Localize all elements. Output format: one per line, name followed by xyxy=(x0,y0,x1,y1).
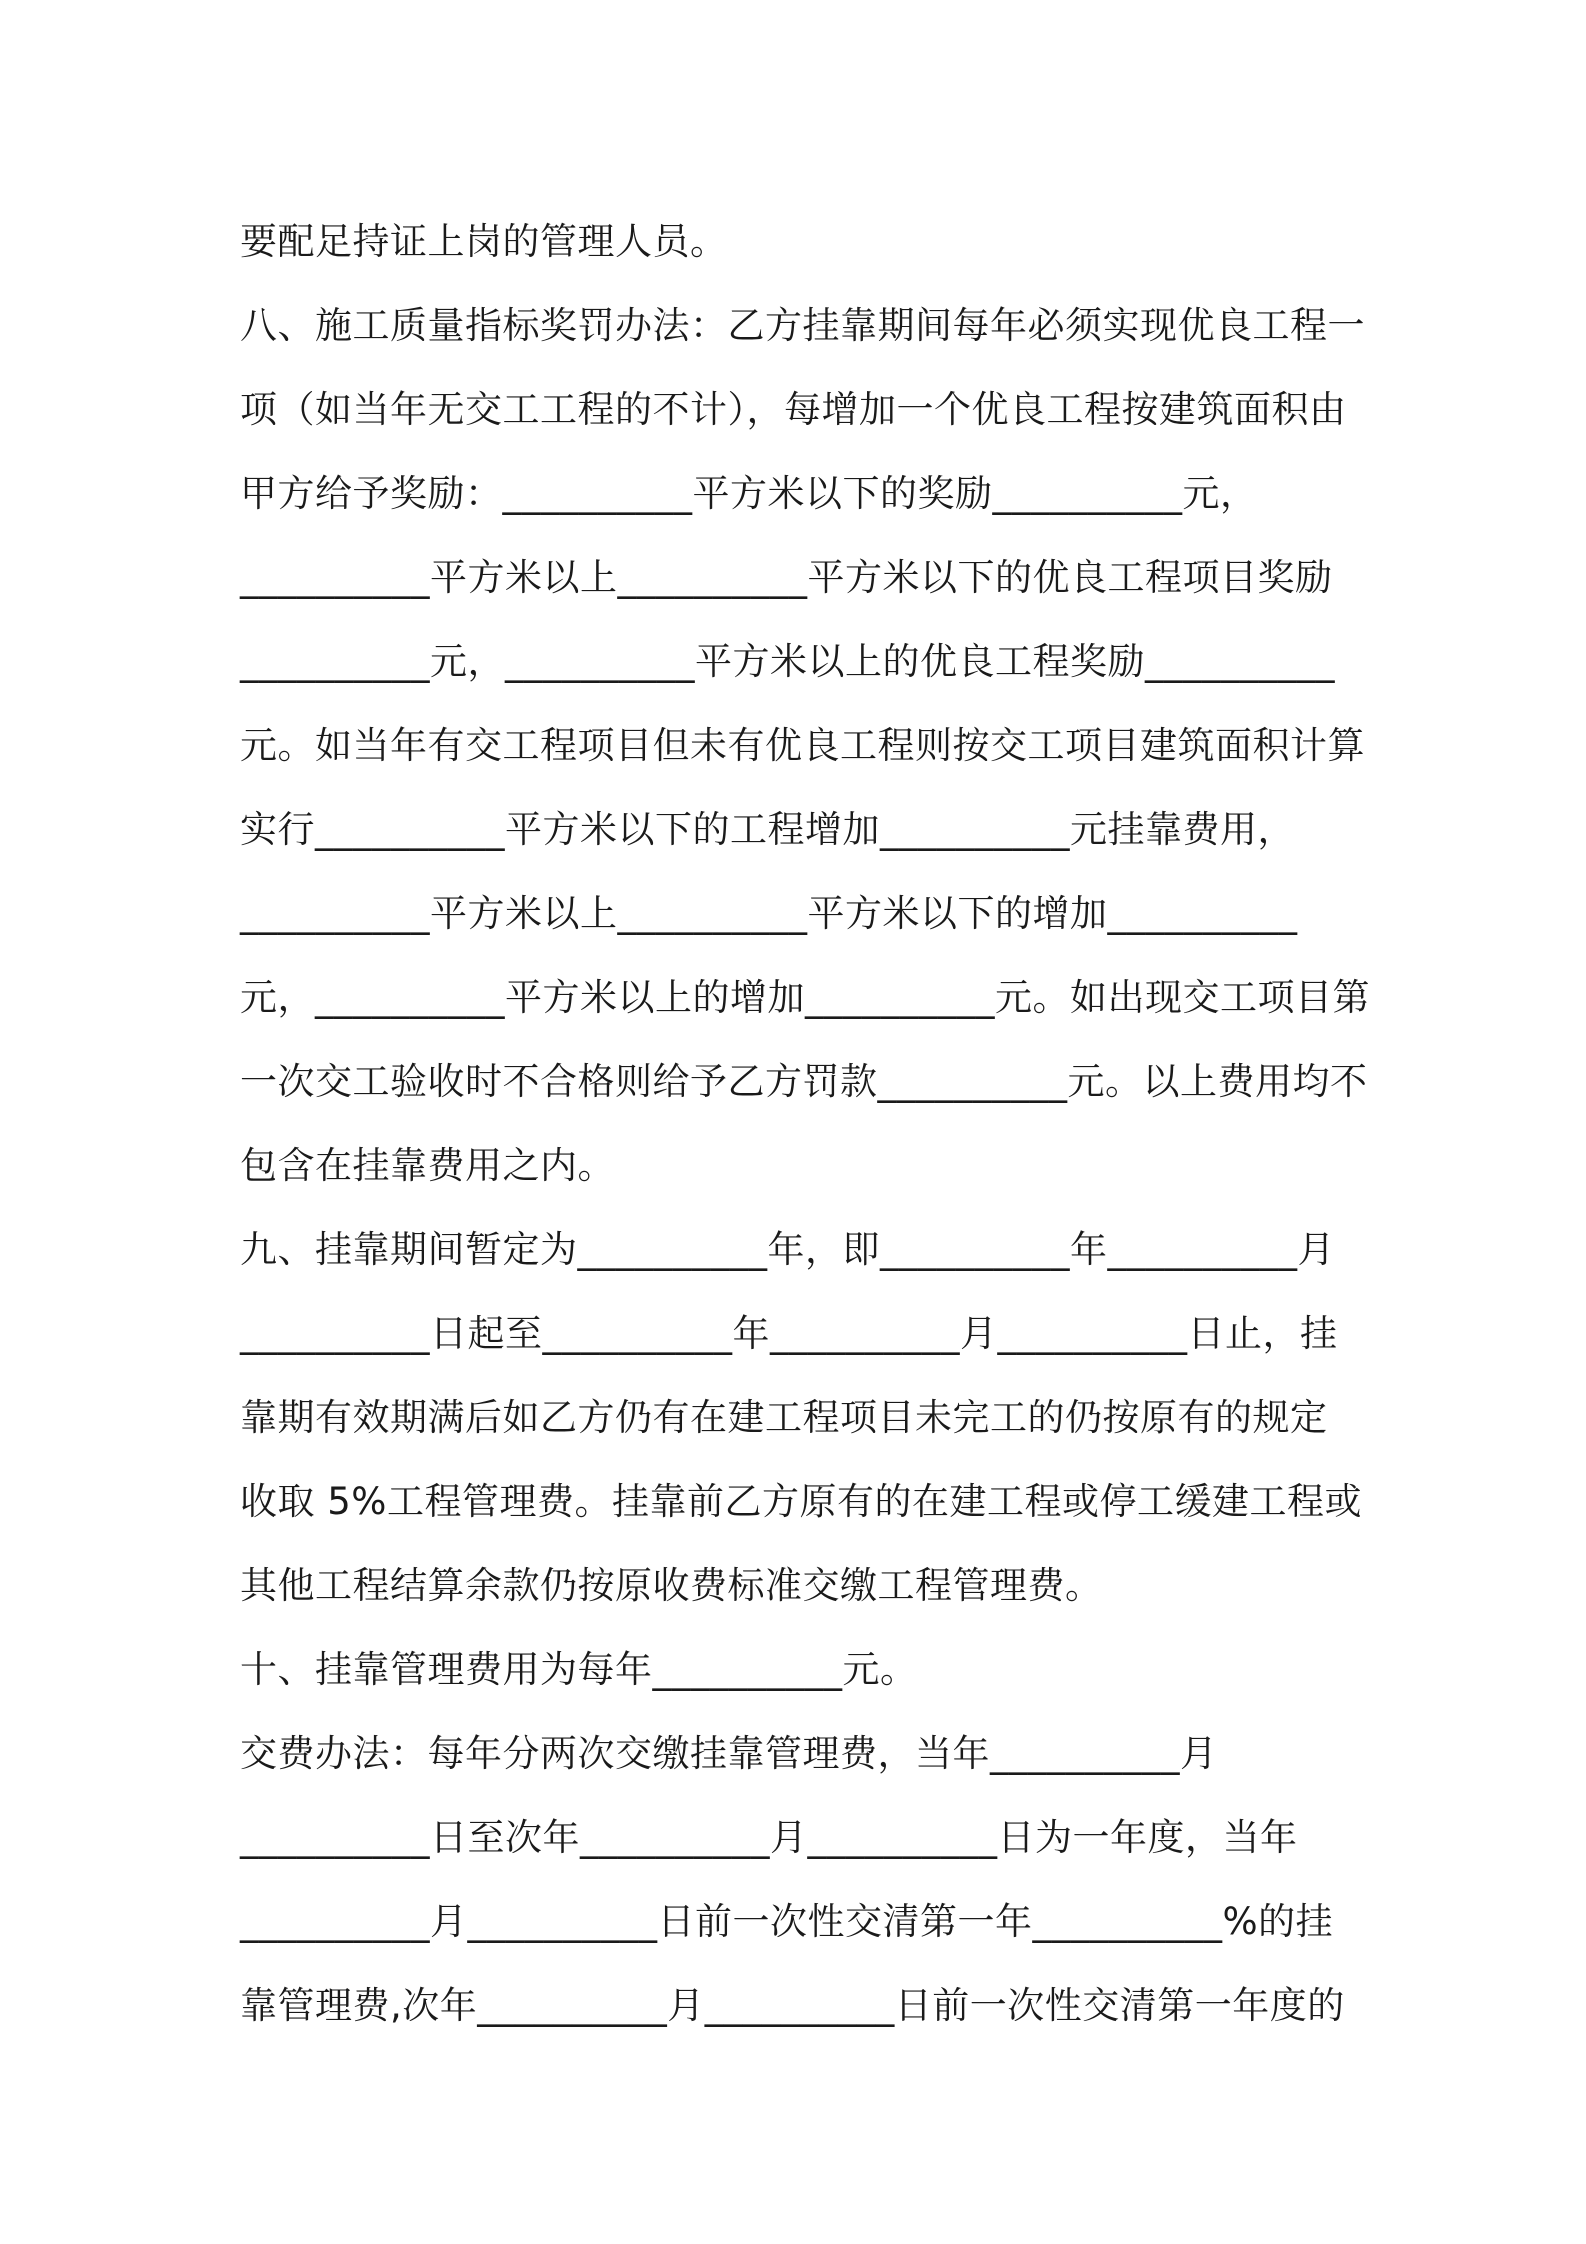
document-page xyxy=(240,200,1370,2048)
text-line: 九、挂靠期间暂定为__________年，即__________年__________月 xyxy=(240,1228,1335,1271)
text-line: 元，__________平方米以上的增加__________元。如出现交工项目第 xyxy=(240,976,1370,1019)
text-line: 其他工程结算余款仍按原收费标准交缴工程管理费。 xyxy=(240,1564,1103,1607)
text-line: __________日至次年__________月__________日为一年度，当年 xyxy=(240,1816,1298,1859)
text-line: __________月__________日前一次性交清第一年__________%的挂 xyxy=(240,1900,1334,1943)
text-line: 包含在挂靠费用之内。 xyxy=(240,1144,615,1187)
text-line: 八、施工质量指标奖罚办法：乙方挂靠期间每年必须实现优良工程一 xyxy=(240,304,1365,347)
text-line: __________日起至__________年__________月__________日止，挂 xyxy=(240,1312,1338,1355)
text-line: 收取 5%工程管理费。挂靠前乙方原有的在建工程或停工缓建工程或 xyxy=(240,1480,1362,1523)
text-line: __________平方米以上__________平方米以下的优良工程项目奖励 xyxy=(240,556,1333,599)
text-line: 要配足持证上岗的管理人员。 xyxy=(240,220,728,263)
text-line: 靠期有效期满后如乙方仍有在建工程项目未完工的仍按原有的规定 xyxy=(240,1396,1328,1439)
text-line: 十、挂靠管理费用为每年__________元。 xyxy=(240,1648,918,1691)
text-line: __________平方米以上__________平方米以下的增加__________ xyxy=(240,892,1298,935)
text-line: 元。如当年有交工程项目但未有优良工程则按交工项目建筑面积计算 xyxy=(240,724,1365,767)
text-line: 一次交工验收时不合格则给予乙方罚款__________元。以上费用均不 xyxy=(240,1060,1368,1103)
text-line: 实行__________平方米以下的工程增加__________元挂靠费用， xyxy=(240,808,1295,851)
text-line: 项（如当年无交工工程的不计），每增加一个优良工程按建筑面积由 xyxy=(240,388,1347,431)
text-line: __________元，__________平方米以上的优良工程奖励__________ xyxy=(240,640,1335,683)
text-line: 交费办法：每年分两次交缴挂靠管理费，当年__________月 xyxy=(240,1732,1218,1775)
text-line: 靠管理费,次年__________月__________日前一次性交清第一年度的 xyxy=(240,1984,1345,2027)
text-line: 甲方给予奖励：__________平方米以下的奖励__________元， xyxy=(240,472,1258,515)
